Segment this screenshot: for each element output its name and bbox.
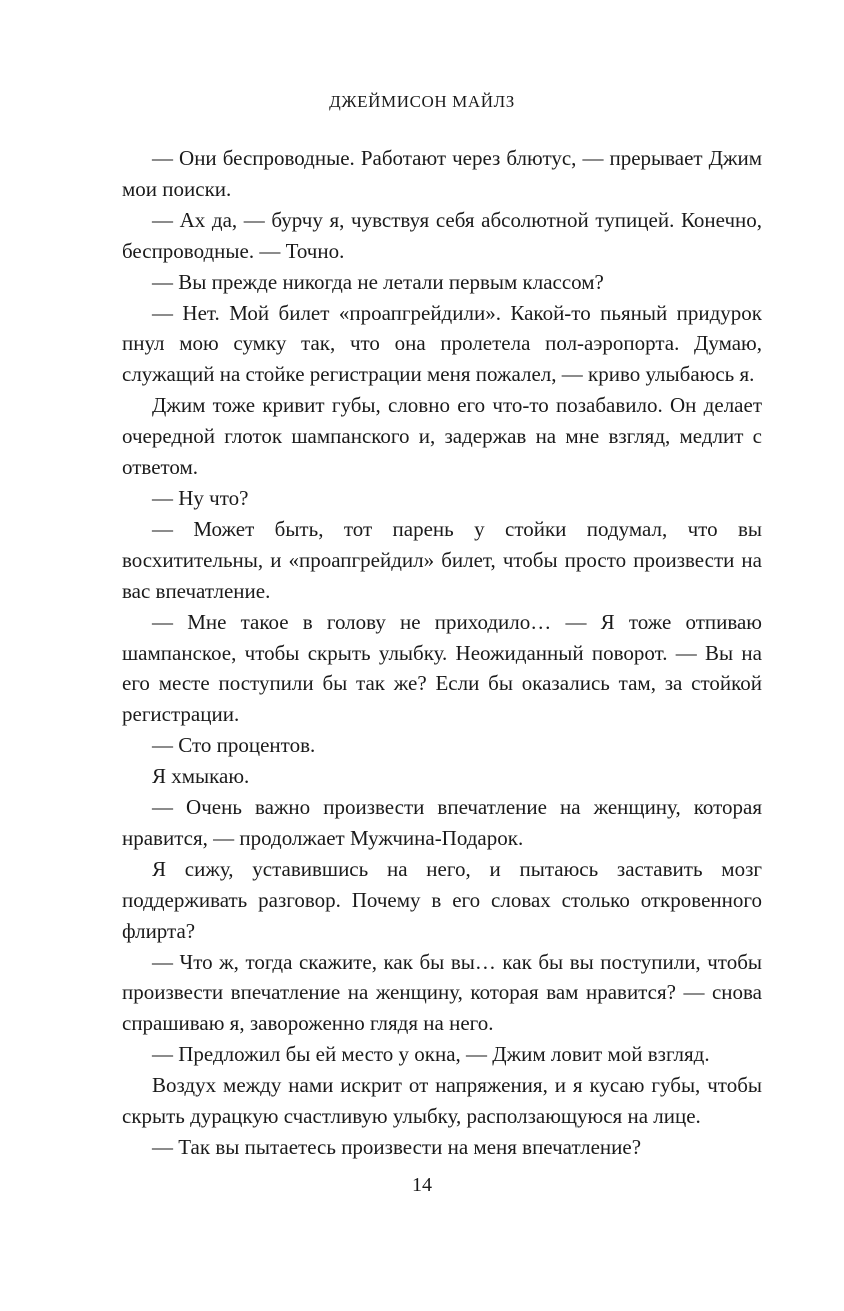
paragraph: — Очень важно произвести впечатление на женщину, которая нравится, — продолжает Мужчина-Подарок.: [122, 795, 762, 850]
page-number: 14: [412, 1174, 432, 1196]
paragraph: — Что ж, тогда скажите, как бы вы… как бы вы поступили, чтобы произвести впечатление на женщину, которая вам нравится? — снова спрашиваю я, завороженно глядя на него.: [122, 949, 762, 1036]
paragraph: — Ну что?: [152, 485, 249, 510]
paragraph: — Нет. Мой билет «проапгрейдили». Какой-то пьяный придурок пнул мою сумку так, что она пролетела пол-аэропорта. Думаю, служащий на стойке регистрации меня пожалел, — криво улыбаюсь я.: [122, 300, 762, 387]
paragraph: — Они беспроводные. Работают через блютус, — прерывает Джим мои поиски.: [122, 146, 762, 201]
paragraph: Я хмыкаю.: [152, 764, 250, 789]
paragraph: — Сто процентов.: [152, 733, 316, 758]
paragraph: Я сижу, уставившись на него, и пытаюсь заставить мозг поддерживать разговор. Почему в его словах столько откровенного флирта?: [122, 856, 762, 943]
paragraph: — Мне такое в голову не приходило… — Я тоже отпиваю шампанское, чтобы скрыть улыбку. Неожиданный поворот. — Вы на его месте поступили бы так же? Если бы оказались там, за стойкой регистрации.: [122, 609, 762, 727]
paragraph: — Ах да, — бурчу я, чувствуя себя абсолютной тупицей. Конечно, беспроводные. — Точно.: [122, 207, 762, 263]
running-head: ДЖЕЙМИСОН МАЙЛЗ: [329, 92, 515, 111]
paragraph: — Вы прежде никогда не летали первым классом?: [152, 269, 604, 294]
body-text: [122, 143, 762, 1163]
paragraph: Воздух между нами искрит от напряжения, и я кусаю губы, чтобы скрыть дурацкую счастливую улыбку, расползающуюся на лице.: [122, 1073, 762, 1129]
paragraph: — Так вы пытаетесь произвести на меня впечатление?: [152, 1135, 642, 1159]
paragraph: — Предложил бы ей место у окна, — Джим ловит мой взгляд.: [152, 1042, 710, 1067]
paragraph: — Может быть, тот парень у стойки подумал, что вы восхитительны, и «проапгрейдил» билет, чтобы просто произвести на вас впечатление.: [122, 516, 762, 603]
paragraph: Джим тоже кривит губы, словно его что-то позабавило. Он делает очередной глоток шампанского и, задержав на мне взгляд, медлит с ответом.: [122, 393, 762, 480]
